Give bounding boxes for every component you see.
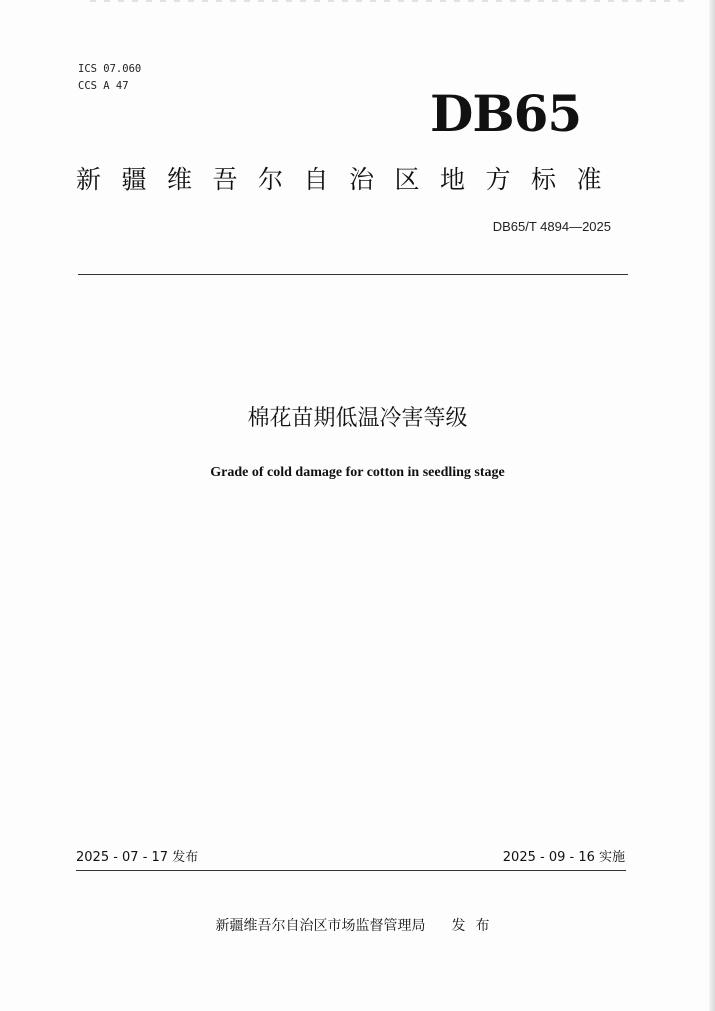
standard-number: DB65/T 4894—2025: [492, 219, 611, 234]
issue-date: 2025 - 07 - 17 发布: [76, 850, 199, 865]
classification-codes: [78, 61, 141, 95]
issuer-title: 新疆维吾尔自治区地方标准: [76, 165, 623, 194]
ics-code: ICS 07.060: [78, 63, 142, 75]
ccs-code: CCS A 47: [78, 80, 129, 92]
footer-divider: [76, 870, 626, 871]
publisher-line: [0, 916, 715, 936]
document-title-english: Grade of cold damage for cotton in seedling stage: [210, 465, 505, 480]
implementation-date: 2025 - 09 - 16 实施: [502, 850, 625, 865]
publisher-action: 发布: [451, 918, 500, 934]
scan-edge-shadow: [709, 0, 715, 1011]
publisher-name: 新疆维吾尔自治区市场监督管理局: [215, 918, 426, 934]
document-title-chinese: 棉花苗期低温冷害等级: [247, 406, 468, 431]
scan-artifact-dots: [90, 0, 690, 2]
db65-logo-mark: DB65: [430, 84, 582, 143]
header-divider: [78, 274, 628, 275]
